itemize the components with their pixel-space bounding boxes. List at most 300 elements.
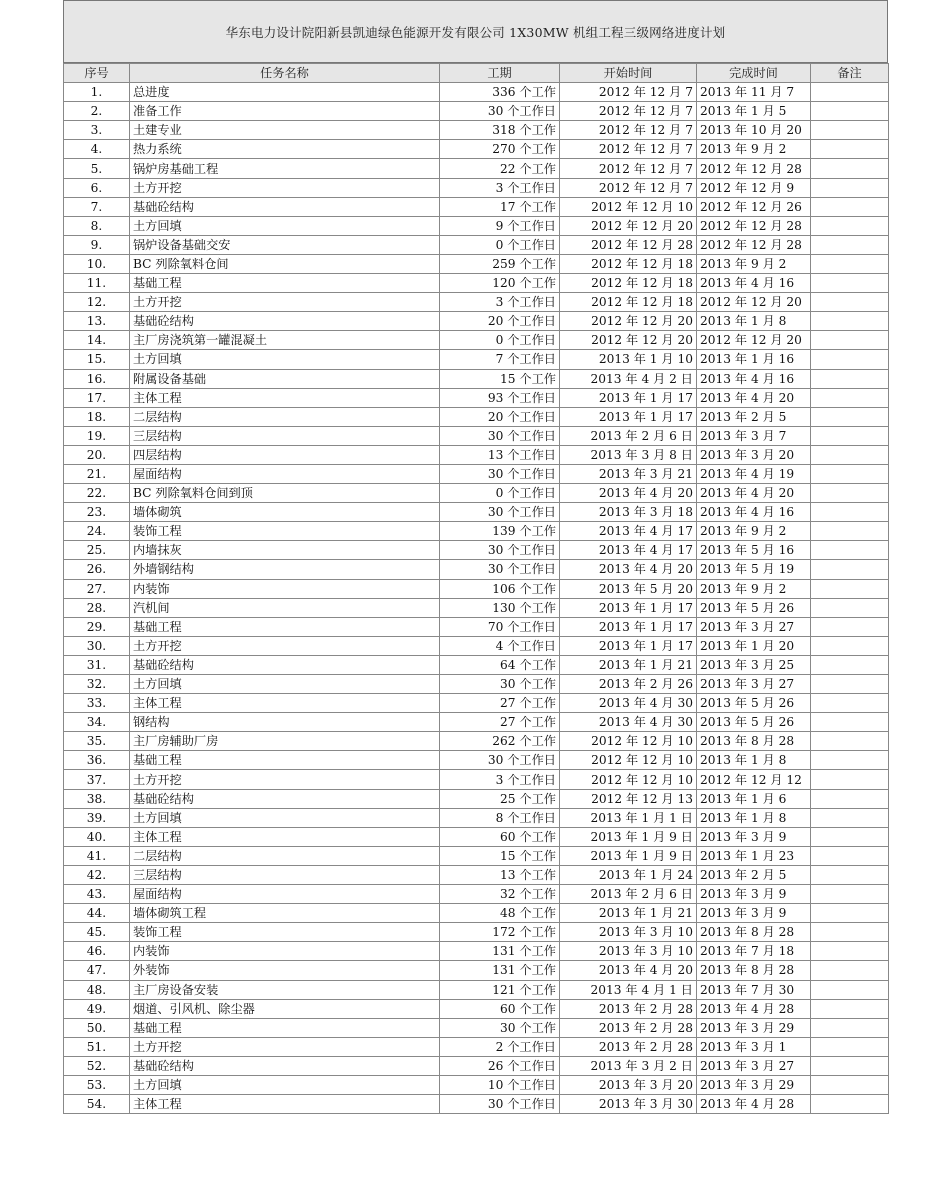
cell-index: 18. [64, 407, 130, 426]
table-row [64, 923, 889, 942]
cell-remarks [811, 1018, 889, 1037]
cell-start-time: 2013 年 1 月 24 [560, 865, 697, 884]
cell-finish-time: 2013 年 5 月 19 [697, 560, 811, 579]
cell-finish-time: 2013 年 1 月 8 [697, 312, 811, 331]
cell-task-name: 钢结构 [130, 713, 440, 732]
cell-finish-time: 2013 年 5 月 26 [697, 713, 811, 732]
table-row [64, 1037, 889, 1056]
cell-finish-time: 2012 年 12 月 28 [697, 159, 811, 178]
cell-task-name: 土方回填 [130, 1075, 440, 1094]
cell-duration: 4 个工作日 [440, 636, 560, 655]
table-row [64, 598, 889, 617]
cell-remarks [811, 331, 889, 350]
cell-task-name: 总进度 [130, 83, 440, 102]
cell-duration: 13 个工作 [440, 865, 560, 884]
cell-finish-time: 2013 年 1 月 6 [697, 789, 811, 808]
cell-index: 36. [64, 751, 130, 770]
cell-finish-time: 2013 年 7 月 30 [697, 980, 811, 999]
cell-finish-time: 2013 年 3 月 27 [697, 1056, 811, 1075]
cell-task-name: 土建专业 [130, 121, 440, 140]
cell-start-time: 2013 年 1 月 21 [560, 904, 697, 923]
cell-duration: 22 个工作 [440, 159, 560, 178]
cell-remarks [811, 1095, 889, 1114]
cell-task-name: 基础砼结构 [130, 1056, 440, 1075]
cell-task-name: 土方回填 [130, 808, 440, 827]
cell-index: 1. [64, 83, 130, 102]
cell-duration: 32 个工作 [440, 885, 560, 904]
cell-finish-time: 2013 年 4 月 20 [697, 388, 811, 407]
cell-task-name: 土方回填 [130, 675, 440, 694]
cell-task-name: 四层结构 [130, 445, 440, 464]
table-row [64, 83, 889, 102]
header-index: 序号 [64, 64, 130, 83]
cell-duration: 130 个工作 [440, 598, 560, 617]
cell-task-name: 基础工程 [130, 274, 440, 293]
cell-task-name: 土方回填 [130, 216, 440, 235]
cell-task-name: 屋面结构 [130, 464, 440, 483]
cell-index: 22. [64, 484, 130, 503]
cell-task-name: 内装饰 [130, 579, 440, 598]
cell-duration: 20 个工作日 [440, 312, 560, 331]
cell-remarks [811, 865, 889, 884]
cell-finish-time: 2012 年 12 月 28 [697, 235, 811, 254]
cell-remarks [811, 1075, 889, 1094]
cell-index: 40. [64, 827, 130, 846]
table-row [64, 865, 889, 884]
cell-finish-time: 2013 年 3 月 9 [697, 827, 811, 846]
cell-task-name: 土方开挖 [130, 293, 440, 312]
cell-task-name: 装饰工程 [130, 522, 440, 541]
cell-start-time: 2012 年 12 月 7 [560, 83, 697, 102]
cell-duration: 106 个工作 [440, 579, 560, 598]
cell-index: 32. [64, 675, 130, 694]
cell-index: 28. [64, 598, 130, 617]
cell-duration: 139 个工作 [440, 522, 560, 541]
table-row [64, 713, 889, 732]
cell-remarks [811, 560, 889, 579]
cell-start-time: 2013 年 1 月 17 [560, 388, 697, 407]
cell-finish-time: 2013 年 3 月 9 [697, 904, 811, 923]
table-row [64, 541, 889, 560]
cell-remarks [811, 464, 889, 483]
cell-duration: 30 个工作日 [440, 1095, 560, 1114]
cell-duration: 17 个工作 [440, 197, 560, 216]
cell-remarks [811, 655, 889, 674]
cell-duration: 15 个工作 [440, 846, 560, 865]
cell-finish-time: 2013 年 3 月 20 [697, 445, 811, 464]
cell-start-time: 2013 年 1 月 17 [560, 407, 697, 426]
cell-duration: 2 个工作日 [440, 1037, 560, 1056]
header-remarks: 备注 [811, 64, 889, 83]
cell-index: 8. [64, 216, 130, 235]
header-duration: 工期 [440, 64, 560, 83]
cell-duration: 270 个工作 [440, 140, 560, 159]
table-row [64, 636, 889, 655]
cell-finish-time: 2013 年 3 月 29 [697, 1075, 811, 1094]
cell-duration: 3 个工作日 [440, 178, 560, 197]
cell-task-name: 土方回填 [130, 350, 440, 369]
cell-remarks [811, 312, 889, 331]
cell-index: 38. [64, 789, 130, 808]
table-row [64, 617, 889, 636]
cell-remarks [811, 694, 889, 713]
cell-duration: 30 个工作 [440, 1018, 560, 1037]
cell-start-time: 2012 年 12 月 7 [560, 178, 697, 197]
cell-finish-time: 2013 年 1 月 20 [697, 636, 811, 655]
table-row [64, 140, 889, 159]
cell-remarks [811, 846, 889, 865]
cell-finish-time: 2013 年 3 月 25 [697, 655, 811, 674]
cell-index: 7. [64, 197, 130, 216]
cell-start-time: 2012 年 12 月 20 [560, 216, 697, 235]
cell-finish-time: 2013 年 3 月 1 [697, 1037, 811, 1056]
cell-duration: 0 个工作日 [440, 235, 560, 254]
cell-index: 44. [64, 904, 130, 923]
cell-task-name: 土方开挖 [130, 636, 440, 655]
cell-remarks [811, 885, 889, 904]
cell-index: 42. [64, 865, 130, 884]
cell-duration: 48 个工作 [440, 904, 560, 923]
cell-finish-time: 2013 年 4 月 28 [697, 999, 811, 1018]
cell-duration: 60 个工作 [440, 827, 560, 846]
cell-duration: 93 个工作日 [440, 388, 560, 407]
cell-duration: 336 个工作 [440, 83, 560, 102]
cell-finish-time: 2013 年 7 月 18 [697, 942, 811, 961]
table-row [64, 369, 889, 388]
cell-remarks [811, 999, 889, 1018]
table-row [64, 1095, 889, 1114]
cell-start-time: 2013 年 2 月 6 日 [560, 885, 697, 904]
cell-finish-time: 2013 年 9 月 2 [697, 522, 811, 541]
table-row [64, 121, 889, 140]
cell-duration: 3 个工作日 [440, 770, 560, 789]
cell-task-name: 基础砼结构 [130, 655, 440, 674]
table-row [64, 808, 889, 827]
cell-remarks [811, 426, 889, 445]
cell-remarks [811, 159, 889, 178]
table-row [64, 579, 889, 598]
cell-remarks [811, 445, 889, 464]
cell-start-time: 2013 年 3 月 30 [560, 1095, 697, 1114]
cell-index: 33. [64, 694, 130, 713]
cell-start-time: 2013 年 4 月 30 [560, 694, 697, 713]
table-row [64, 426, 889, 445]
cell-index: 34. [64, 713, 130, 732]
cell-remarks [811, 140, 889, 159]
cell-task-name: 外装饰 [130, 961, 440, 980]
cell-finish-time: 2013 年 4 月 28 [697, 1095, 811, 1114]
cell-finish-time: 2012 年 12 月 28 [697, 216, 811, 235]
cell-start-time: 2013 年 4 月 2 日 [560, 369, 697, 388]
cell-index: 13. [64, 312, 130, 331]
table-row [64, 732, 889, 751]
cell-duration: 9 个工作日 [440, 216, 560, 235]
cell-remarks [811, 636, 889, 655]
cell-index: 37. [64, 770, 130, 789]
cell-task-name: BC 列除氧料仓间 [130, 254, 440, 273]
cell-remarks [811, 503, 889, 522]
cell-start-time: 2012 年 12 月 28 [560, 235, 697, 254]
cell-remarks [811, 102, 889, 121]
cell-task-name: 内墙抹灰 [130, 541, 440, 560]
table-row [64, 293, 889, 312]
cell-start-time: 2013 年 2 月 26 [560, 675, 697, 694]
table-row [64, 484, 889, 503]
table-row [64, 770, 889, 789]
table-row [64, 980, 889, 999]
cell-remarks [811, 293, 889, 312]
cell-index: 23. [64, 503, 130, 522]
cell-finish-time: 2013 年 9 月 2 [697, 140, 811, 159]
cell-task-name: 主厂房辅助厂房 [130, 732, 440, 751]
cell-remarks [811, 579, 889, 598]
cell-start-time: 2013 年 4 月 17 [560, 522, 697, 541]
cell-duration: 30 个工作 [440, 675, 560, 694]
cell-index: 45. [64, 923, 130, 942]
cell-start-time: 2012 年 12 月 10 [560, 197, 697, 216]
cell-task-name: 基础工程 [130, 1018, 440, 1037]
cell-finish-time: 2013 年 8 月 28 [697, 923, 811, 942]
table-row [64, 464, 889, 483]
cell-task-name: 锅炉房基础工程 [130, 159, 440, 178]
cell-remarks [811, 770, 889, 789]
cell-finish-time: 2013 年 8 月 28 [697, 732, 811, 751]
cell-remarks [811, 1056, 889, 1075]
cell-remarks [811, 808, 889, 827]
table-row [64, 178, 889, 197]
cell-finish-time: 2013 年 5 月 16 [697, 541, 811, 560]
cell-duration: 13 个工作日 [440, 445, 560, 464]
cell-task-name: 主体工程 [130, 1095, 440, 1114]
cell-duration: 262 个工作 [440, 732, 560, 751]
cell-task-name: 外墙钢结构 [130, 560, 440, 579]
cell-task-name: 基础工程 [130, 617, 440, 636]
header-row [64, 64, 889, 83]
cell-start-time: 2012 年 12 月 10 [560, 770, 697, 789]
cell-duration: 8 个工作日 [440, 808, 560, 827]
cell-remarks [811, 235, 889, 254]
table-row [64, 407, 889, 426]
cell-finish-time: 2013 年 2 月 5 [697, 865, 811, 884]
cell-duration: 131 个工作 [440, 942, 560, 961]
cell-index: 17. [64, 388, 130, 407]
cell-index: 53. [64, 1075, 130, 1094]
cell-remarks [811, 904, 889, 923]
cell-duration: 30 个工作日 [440, 102, 560, 121]
cell-remarks [811, 961, 889, 980]
cell-task-name: 装饰工程 [130, 923, 440, 942]
cell-duration: 30 个工作日 [440, 426, 560, 445]
table-row [64, 904, 889, 923]
table-row [64, 312, 889, 331]
cell-finish-time: 2013 年 9 月 2 [697, 579, 811, 598]
cell-start-time: 2013 年 3 月 10 [560, 942, 697, 961]
cell-start-time: 2013 年 1 月 17 [560, 617, 697, 636]
cell-start-time: 2013 年 3 月 2 日 [560, 1056, 697, 1075]
cell-index: 3. [64, 121, 130, 140]
cell-start-time: 2012 年 12 月 7 [560, 102, 697, 121]
cell-duration: 120 个工作 [440, 274, 560, 293]
cell-remarks [811, 178, 889, 197]
cell-remarks [811, 254, 889, 273]
cell-remarks [811, 121, 889, 140]
cell-index: 12. [64, 293, 130, 312]
cell-start-time: 2013 年 3 月 8 日 [560, 445, 697, 464]
cell-task-name: 主体工程 [130, 827, 440, 846]
cell-task-name: 烟道、引风机、除尘器 [130, 999, 440, 1018]
cell-start-time: 2012 年 12 月 18 [560, 254, 697, 273]
cell-index: 39. [64, 808, 130, 827]
cell-index: 43. [64, 885, 130, 904]
cell-duration: 20 个工作日 [440, 407, 560, 426]
cell-remarks [811, 369, 889, 388]
cell-remarks [811, 522, 889, 541]
cell-start-time: 2013 年 1 月 10 [560, 350, 697, 369]
cell-task-name: 二层结构 [130, 846, 440, 865]
cell-start-time: 2013 年 1 月 9 日 [560, 846, 697, 865]
table-row [64, 789, 889, 808]
cell-duration: 3 个工作日 [440, 293, 560, 312]
cell-start-time: 2012 年 12 月 7 [560, 159, 697, 178]
table-row [64, 961, 889, 980]
cell-start-time: 2013 年 4 月 1 日 [560, 980, 697, 999]
cell-finish-time: 2013 年 1 月 23 [697, 846, 811, 865]
cell-finish-time: 2012 年 12 月 9 [697, 178, 811, 197]
cell-duration: 60 个工作 [440, 999, 560, 1018]
cell-index: 5. [64, 159, 130, 178]
cell-start-time: 2013 年 3 月 10 [560, 923, 697, 942]
cell-index: 19. [64, 426, 130, 445]
cell-index: 26. [64, 560, 130, 579]
cell-finish-time: 2013 年 1 月 8 [697, 751, 811, 770]
cell-duration: 30 个工作日 [440, 560, 560, 579]
cell-index: 49. [64, 999, 130, 1018]
cell-finish-time: 2013 年 2 月 5 [697, 407, 811, 426]
cell-task-name: 墙体砌筑工程 [130, 904, 440, 923]
cell-finish-time: 2013 年 1 月 16 [697, 350, 811, 369]
table-row [64, 655, 889, 674]
cell-remarks [811, 732, 889, 751]
cell-finish-time: 2013 年 4 月 16 [697, 503, 811, 522]
table-row [64, 503, 889, 522]
cell-remarks [811, 675, 889, 694]
cell-duration: 10 个工作日 [440, 1075, 560, 1094]
cell-start-time: 2013 年 3 月 18 [560, 503, 697, 522]
table-row [64, 388, 889, 407]
cell-remarks [811, 197, 889, 216]
cell-task-name: 土方开挖 [130, 178, 440, 197]
cell-index: 24. [64, 522, 130, 541]
table-row [64, 751, 889, 770]
cell-duration: 7 个工作日 [440, 350, 560, 369]
cell-start-time: 2013 年 5 月 20 [560, 579, 697, 598]
cell-finish-time: 2013 年 4 月 19 [697, 464, 811, 483]
cell-task-name: 墙体砌筑 [130, 503, 440, 522]
table-row [64, 675, 889, 694]
cell-start-time: 2012 年 12 月 13 [560, 789, 697, 808]
cell-finish-time: 2013 年 11 月 7 [697, 83, 811, 102]
cell-remarks [811, 541, 889, 560]
table-row [64, 445, 889, 464]
cell-finish-time: 2013 年 10 月 20 [697, 121, 811, 140]
cell-index: 6. [64, 178, 130, 197]
cell-start-time: 2013 年 2 月 28 [560, 1018, 697, 1037]
document-title: 华东电力设计院阳新县凯迪绿色能源开发有限公司 1X30MW 机组工程三级网络进度计划 [63, 0, 888, 63]
cell-start-time: 2013 年 1 月 21 [560, 655, 697, 674]
cell-index: 47. [64, 961, 130, 980]
table-body [64, 83, 889, 1114]
table-row [64, 350, 889, 369]
table-row [64, 522, 889, 541]
cell-remarks [811, 1037, 889, 1056]
schedule-table [63, 63, 889, 1114]
cell-task-name: 主厂房设备安装 [130, 980, 440, 999]
cell-remarks [811, 789, 889, 808]
cell-start-time: 2013 年 1 月 17 [560, 636, 697, 655]
cell-task-name: 准备工作 [130, 102, 440, 121]
cell-start-time: 2012 年 12 月 18 [560, 274, 697, 293]
cell-index: 11. [64, 274, 130, 293]
cell-remarks [811, 216, 889, 235]
header-start-time: 开始时间 [560, 64, 697, 83]
cell-index: 4. [64, 140, 130, 159]
cell-start-time: 2013 年 4 月 30 [560, 713, 697, 732]
cell-start-time: 2012 年 12 月 20 [560, 312, 697, 331]
cell-remarks [811, 751, 889, 770]
cell-index: 35. [64, 732, 130, 751]
cell-start-time: 2013 年 4 月 20 [560, 560, 697, 579]
cell-duration: 15 个工作 [440, 369, 560, 388]
cell-duration: 259 个工作 [440, 254, 560, 273]
cell-task-name: 热力系统 [130, 140, 440, 159]
cell-start-time: 2013 年 4 月 20 [560, 484, 697, 503]
cell-duration: 121 个工作 [440, 980, 560, 999]
cell-start-time: 2013 年 4 月 20 [560, 961, 697, 980]
cell-task-name: 二层结构 [130, 407, 440, 426]
cell-finish-time: 2012 年 12 月 20 [697, 331, 811, 350]
cell-finish-time: 2013 年 5 月 26 [697, 598, 811, 617]
cell-index: 50. [64, 1018, 130, 1037]
cell-finish-time: 2013 年 8 月 28 [697, 961, 811, 980]
cell-task-name: 三层结构 [130, 426, 440, 445]
cell-remarks [811, 598, 889, 617]
cell-duration: 25 个工作 [440, 789, 560, 808]
cell-task-name: 主体工程 [130, 388, 440, 407]
cell-duration: 27 个工作 [440, 694, 560, 713]
table-row [64, 102, 889, 121]
cell-start-time: 2012 年 12 月 18 [560, 293, 697, 312]
cell-index: 20. [64, 445, 130, 464]
cell-task-name: 内装饰 [130, 942, 440, 961]
cell-index: 51. [64, 1037, 130, 1056]
cell-index: 14. [64, 331, 130, 350]
cell-finish-time: 2013 年 3 月 27 [697, 617, 811, 636]
cell-index: 25. [64, 541, 130, 560]
cell-index: 29. [64, 617, 130, 636]
table-row [64, 235, 889, 254]
cell-remarks [811, 713, 889, 732]
cell-task-name: 附属设备基础 [130, 369, 440, 388]
cell-finish-time: 2013 年 5 月 26 [697, 694, 811, 713]
cell-duration: 27 个工作 [440, 713, 560, 732]
cell-start-time: 2012 年 12 月 20 [560, 331, 697, 350]
cell-task-name: 土方开挖 [130, 770, 440, 789]
cell-remarks [811, 617, 889, 636]
table-row [64, 216, 889, 235]
cell-index: 27. [64, 579, 130, 598]
cell-task-name: 汽机间 [130, 598, 440, 617]
table-row [64, 197, 889, 216]
